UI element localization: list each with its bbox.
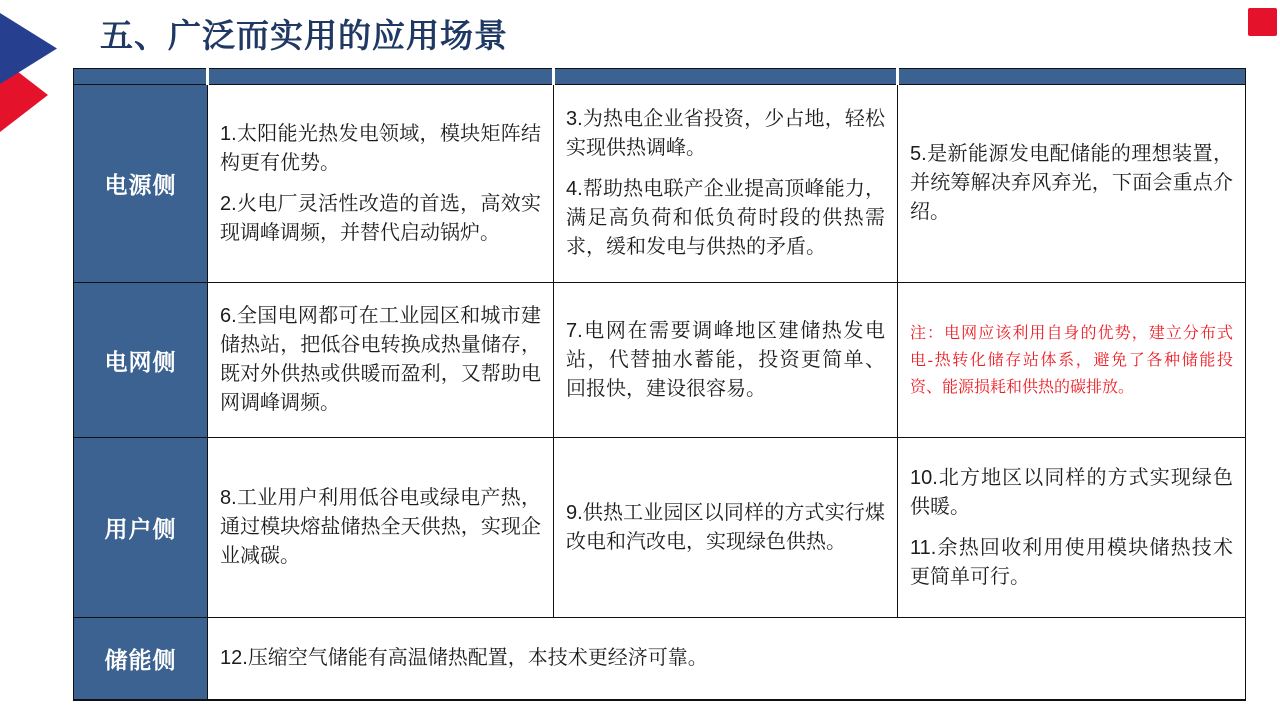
item-number: 1. <box>220 122 237 145</box>
red-square-marker-icon <box>1248 8 1277 36</box>
content-cell <box>208 618 1246 700</box>
content-cell <box>208 438 554 618</box>
cell-item: 2.火电厂灵活性改造的首选，高效实现调峰调频，并替代启动锅炉。 <box>220 192 541 244</box>
content-cell <box>554 85 898 283</box>
content-cell <box>554 283 898 438</box>
row-label: 储能侧 <box>74 618 208 700</box>
item-number: 8. <box>220 487 237 509</box>
item-number: 9. <box>566 501 583 524</box>
row-label: 用户侧 <box>74 438 208 618</box>
cell-item: 6.全国电网都可在工业园区和城市建储热站，把低谷电转换成热量储存，既对外供热或供暖而盈利，又帮助电网调峰调频。 <box>220 305 541 414</box>
table-header <box>74 69 1246 85</box>
item-number: 6. <box>220 305 237 327</box>
item-number: 3. <box>566 108 583 130</box>
cell-item: 7.电网在需要调峰地区建储热发电站，代替抽水蓄能，投资更简单、回报快，建设很容易。 <box>566 319 885 400</box>
slide-title: 五、广泛而实用的应用场景 <box>100 19 508 55</box>
table-header-row <box>74 69 1246 85</box>
decorative-blue-arrow-icon <box>0 13 57 84</box>
table-row <box>74 85 1246 283</box>
table-body <box>74 85 1246 700</box>
table-header-cell <box>554 69 898 85</box>
row-label: 电源侧 <box>74 85 208 283</box>
table-row <box>74 283 1246 438</box>
cell-item: 9.供热工业园区以同样的方式实行煤改电和汽改电，实现绿色供热。 <box>566 501 885 553</box>
cell-item: 注：电网应该利用自身的优势，建立分布式电-热转化储存站体系，避免了各种储能投资、能源损耗和供热的碳排放。 <box>910 324 1233 396</box>
table-row <box>74 438 1246 618</box>
table-header-cell <box>898 69 1246 85</box>
row-label: 电网侧 <box>74 283 208 438</box>
table-header-cell <box>208 69 554 85</box>
item-number: 7. <box>566 319 583 342</box>
item-number: 4. <box>566 178 583 200</box>
content-cell <box>208 283 554 438</box>
content-cell <box>898 85 1246 283</box>
cell-item: 8.工业用户利用低谷电或绿电产热，通过模块熔盐储热全天供热，实现企业减碳。 <box>220 487 541 567</box>
cell-item: 4.帮助热电联产企业提高顶峰能力，满足高负荷和低负荷时段的供热需求，缓和发电与供热的矛盾。 <box>566 178 885 258</box>
content-cell <box>554 438 898 618</box>
table-header-cell <box>74 69 208 85</box>
cell-item: 1.太阳能光热发电领域，模块矩阵结构更有优势。 <box>220 122 541 174</box>
item-number: 10. <box>910 466 938 489</box>
item-number: 12. <box>220 646 248 669</box>
item-number: 5. <box>910 143 927 165</box>
cell-item: 11.余热回收利用使用模块储热技术更简单可行。 <box>910 536 1233 588</box>
application-scenarios-table <box>73 68 1246 701</box>
cell-item: 3.为热电企业省投资，少占地，轻松实现供热调峰。 <box>566 108 885 159</box>
item-number: 11. <box>910 536 937 559</box>
content-cell <box>208 85 554 283</box>
cell-item: 5.是新能源发电配储能的理想装置，并统筹解决弃风弃光，下面会重点介绍。 <box>910 143 1233 223</box>
item-number: 2. <box>220 192 237 215</box>
content-cell <box>898 438 1246 618</box>
cell-item: 12.压缩空气储能有高温储热配置，本技术更经济可靠。 <box>220 646 708 669</box>
note-cell <box>898 283 1246 438</box>
cell-item: 10.北方地区以同样的方式实现绿色供暖。 <box>910 466 1233 518</box>
table-row <box>74 618 1246 700</box>
